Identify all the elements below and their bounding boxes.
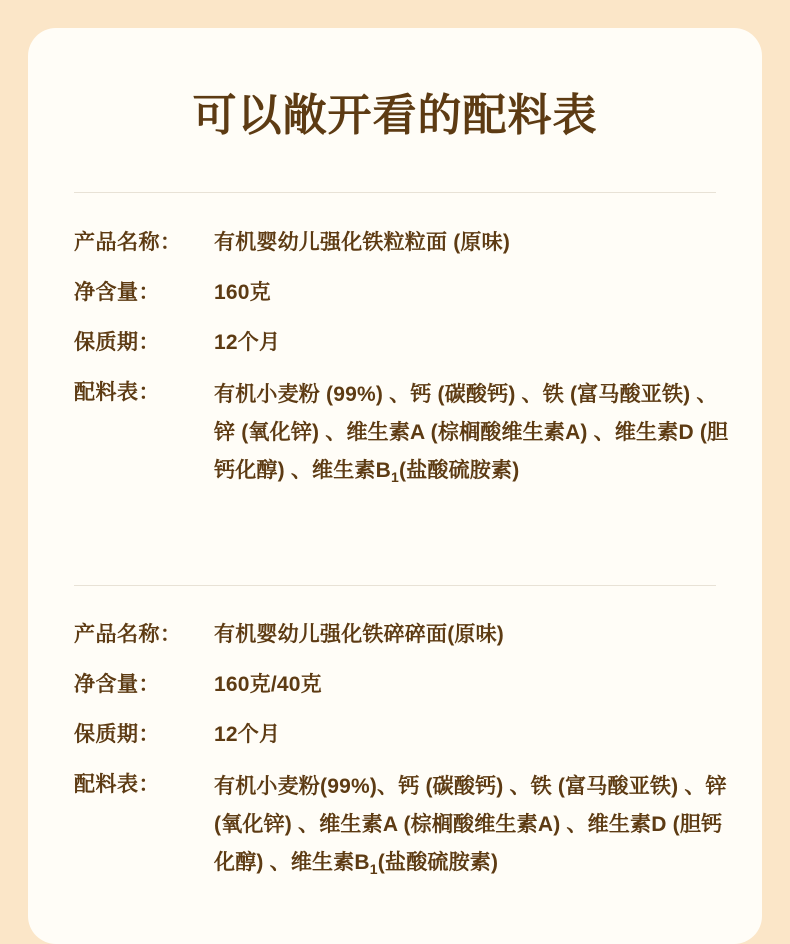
net-weight-row: [74, 668, 734, 702]
shelf-life-row: [74, 718, 734, 752]
net-weight-label: 净含量：: [74, 281, 160, 304]
product-name-row: [74, 618, 734, 652]
page-title: 可以敞开看的配料表: [192, 91, 598, 140]
divider-middle: [74, 585, 716, 586]
ingredients-card: [28, 28, 762, 944]
ingredients-label: 配料表：: [74, 381, 160, 404]
ingredients-text-a: 有机小麦粉(99%)、钙 (碳酸钙) 、铁 (富马酸亚铁) 、锌 (氧化锌) 、维生素A (棕榈酸维生素A) 、维生素D (胆钙化醇) 、维生素B: [214, 775, 727, 874]
ingredients-value: [214, 768, 734, 882]
net-weight-row: [74, 276, 734, 310]
divider-top: [74, 192, 716, 193]
ingredients-value: [214, 376, 734, 490]
ingredients-text-a: 有机小麦粉 (99%) 、钙 (碳酸钙) 、铁 (富马酸亚铁) 、锌 (氧化锌) 、维生素A (棕榈酸维生素A) 、维生素D (胆钙化醇) 、维生素B: [214, 383, 729, 482]
ingredients-text-b: (盐酸硫胺素): [377, 851, 499, 874]
shelf-life-label: 保质期：: [74, 723, 160, 746]
shelf-life-value: 12个月: [214, 331, 281, 354]
ingredients-subscript: 1: [391, 469, 399, 486]
net-weight-label: 净含量：: [74, 673, 160, 696]
product-section-2: [74, 618, 734, 882]
product-name-row: [74, 226, 734, 260]
ingredients-subscript: 1: [369, 861, 378, 878]
ingredients-label: 配料表：: [74, 773, 160, 796]
ingredients-row: [74, 768, 734, 882]
net-weight-value: 160克: [214, 281, 271, 304]
shelf-life-value: 12个月: [214, 723, 281, 746]
product-name-label: 产品名称：: [74, 231, 182, 254]
product-section-1: [74, 226, 734, 490]
product-name-label: 产品名称：: [74, 623, 182, 646]
ingredients-row: [74, 376, 734, 490]
product-name-value: 有机婴幼儿强化铁粒粒面 (原味): [214, 231, 511, 254]
ingredients-text-b: (盐酸硫胺素): [399, 459, 520, 482]
shelf-life-label: 保质期：: [74, 331, 160, 354]
shelf-life-row: [74, 326, 734, 360]
product-name-value: 有机婴幼儿强化铁碎碎面(原味): [214, 623, 504, 646]
net-weight-value: 160克/40克: [214, 673, 322, 696]
